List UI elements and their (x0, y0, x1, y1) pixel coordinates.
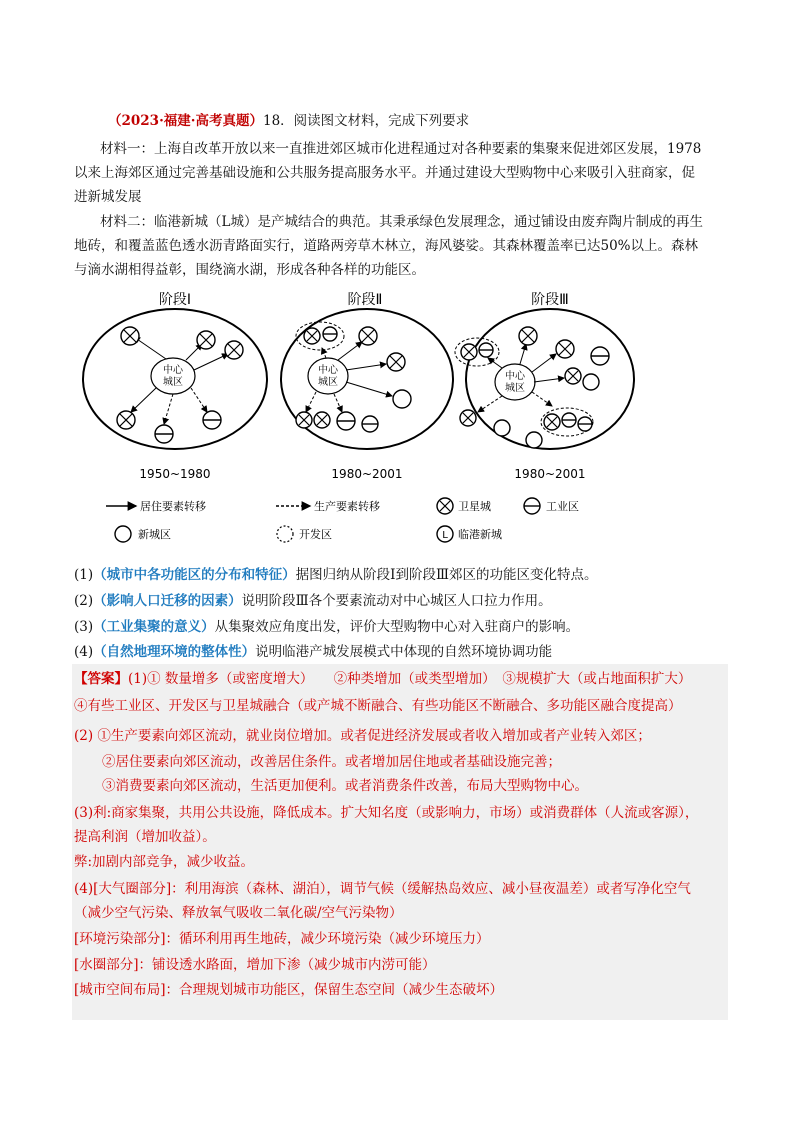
legend-new-city-icon (115, 526, 131, 542)
question-source: （2023·福建·高考真题） (108, 113, 263, 129)
material2-line: 地砖，和覆盖蓝色透水沥青路面实行，道路两旁草木林立，海风婆娑。其森林覆盖率已达50%以上。森林 (74, 238, 699, 254)
answer-line: (3)利:商家集聚，共用公共设施，降低成本。扩大知名度（或影响力，市场）或消费群体（人流或客源）， (74, 805, 699, 821)
sub-question-2: (2)（影响人口迁移的因素）说明阶段Ⅲ各个要素流动对中心城区人口拉力作用。 (74, 593, 552, 609)
stage2-period: 1980~2001 (331, 467, 403, 481)
svg-text:中心: 中心 (318, 365, 338, 376)
stage2-title: 阶段Ⅱ (347, 292, 383, 308)
legend-dev-zone: 开发区 (299, 528, 332, 541)
new-city-icon (494, 420, 510, 436)
question-header (108, 112, 469, 130)
satellite-city-icon (314, 412, 330, 428)
satellite-city-icon (544, 414, 560, 430)
stage3-title: 阶段Ⅲ (531, 292, 569, 308)
answer-line-1: 【答案】(1)① 数量增多（或密度增大） ②种类增加（或类型增加） ③规模扩大（或占地面积扩大） (74, 671, 692, 687)
satellite-city-icon (121, 327, 139, 345)
answer-line: 提高利润（增加收益）。 (74, 829, 216, 845)
stage2-center (308, 358, 348, 394)
answer-line: [水圈部分]：铺设透水路面，增加下渗（减少城市内涝可能） (74, 957, 436, 973)
new-city-icon (526, 432, 542, 448)
urban-stage-diagram (70, 284, 710, 554)
legend-lingang: 临港新城 (458, 528, 502, 541)
satellite-city-icon (304, 328, 320, 344)
answer-line: ②居住要素向郊区流动，改善居住条件。或者增加居住地或者基础设施完善； (102, 754, 561, 770)
satellite-city-icon (460, 410, 476, 426)
answer-line: [环境污染部分]：循环利用再生地砖，减少环境污染（减少环境压力） (74, 931, 490, 947)
industrial-zone-icon (479, 343, 493, 357)
sub-question-topic: （自然地理环境的整体性） (93, 644, 256, 660)
legend-dev-zone-icon (277, 526, 293, 542)
answer-line: ③消费要素向郊区流动，生活更加便利。或者消费条件改善，布局大型购物中心。 (102, 778, 588, 794)
satellite-city-icon (519, 327, 537, 345)
sub-question-topic: （工业集聚的意义） (93, 619, 215, 635)
material2-line: 材料二：临港新城（L城）是产城结合的典范。其秉承绿色发展理念，通过铺设由废弃陶片制成的再生 (100, 214, 703, 230)
stage1-title: 阶段Ⅰ (158, 292, 192, 308)
legend-new-city: 新城区 (138, 528, 171, 541)
satellite-city-icon (225, 341, 243, 359)
legend-industrial-zone: 工业区 (546, 500, 579, 513)
legend-lingang-icon (437, 526, 453, 542)
legend-industrial-zone-icon (524, 498, 540, 514)
answer-line: 弊:加剧内部竞争，减少收益。 (74, 854, 255, 870)
satellite-city-icon (556, 340, 574, 358)
answer-line: ④有些工业区、开发区与卫星城融合（或产城不断融合、有些功能区不断融合、多功能区融合度提高） (74, 698, 682, 714)
material1-line: 以来上海郊区通过完善基础设施和公共服务提高服务水平。并通过建设大型购物中心来吸引入驻商家，促 (74, 165, 695, 181)
industrial-zone-icon (323, 327, 337, 341)
svg-text:中心: 中心 (163, 365, 183, 376)
legend-residential-flow: 居住要素转移 (140, 500, 206, 513)
stage1-period: 1950~1980 (139, 467, 211, 481)
industrial-zone-icon (337, 412, 355, 430)
sub-question-4: (4)（自然地理环境的整体性）说明临港产城发展模式中体现的自然环境协调功能 (74, 644, 553, 660)
svg-text:城区: 城区 (163, 377, 183, 388)
satellite-city-icon (296, 412, 312, 428)
legend-satellite-city-icon (437, 498, 453, 514)
satellite-city-icon (359, 327, 377, 345)
answer-label: 【答案】 (74, 671, 128, 687)
legend-satellite-city: 卫星城 (458, 500, 491, 513)
stage1-center (151, 358, 195, 394)
sub-question-3: (3)（工业集聚的意义）从集聚效应角度出发，评价大型购物中心对入驻商户的影响。 (74, 619, 580, 635)
svg-text:城区: 城区 (505, 383, 525, 394)
material1-line: 材料一：上海自改革开放以来一直推进郊区城市化进程通过对各种要素的集聚来促进郊区发展，1978 (100, 141, 702, 157)
svg-text:中心: 中心 (505, 371, 525, 382)
answer-line: (2) ①生产要素向郊区流动，就业岗位增加。或者促进经济发展或者收入增加或者产业转入郊区； (74, 728, 651, 744)
industrial-zone-icon (578, 417, 592, 431)
satellite-city-icon (461, 344, 477, 360)
satellite-city-icon (565, 368, 581, 384)
material1-line: 进新城发展 (74, 189, 142, 205)
satellite-city-icon (117, 411, 135, 429)
industrial-zone-icon (591, 347, 609, 365)
industrial-zone-icon (362, 416, 378, 432)
industrial-zone-icon (155, 425, 173, 443)
answer-line: （减少空气污染、释放氧气吸收二氧化碳/空气污染物） (74, 905, 403, 921)
satellite-city-icon (197, 331, 215, 349)
stage3-period: 1980~2001 (514, 467, 586, 481)
industrial-zone-icon (203, 411, 221, 429)
new-city-icon (583, 374, 599, 390)
question-number: 18．阅读图文材料，完成下列要求 (262, 113, 470, 129)
industrial-zone-icon (562, 413, 576, 427)
legend-production-flow: 生产要素转移 (314, 500, 380, 513)
stage3-center (495, 364, 535, 400)
svg-text:L: L (442, 530, 448, 541)
satellite-city-icon (387, 353, 405, 371)
sub-question-topic: （影响人口迁移的因素） (93, 593, 242, 609)
sub-question-topic: （城市中各功能区的分布和特征） (93, 567, 296, 583)
new-city-icon (393, 390, 411, 408)
answer-line: (4)[大气圈部分]：利用海滨（森林、湖泊），调节气候（缓解热岛效应、减小昼夜温差）或者写净化空气 (74, 881, 691, 897)
svg-text:城区: 城区 (318, 377, 338, 388)
sub-question-1: (1)（城市中各功能区的分布和特征）据图归纳从阶段Ⅰ到阶段Ⅲ郊区的功能区变化特点。 (74, 567, 598, 583)
material2-line: 与滴水湖相得益彰，围绕滴水湖，形成各种各样的功能区。 (74, 262, 425, 278)
answer-line: [城市空间布局]：合理规划城市功能区，保留生态空间（减少生态破坏） (74, 982, 504, 998)
